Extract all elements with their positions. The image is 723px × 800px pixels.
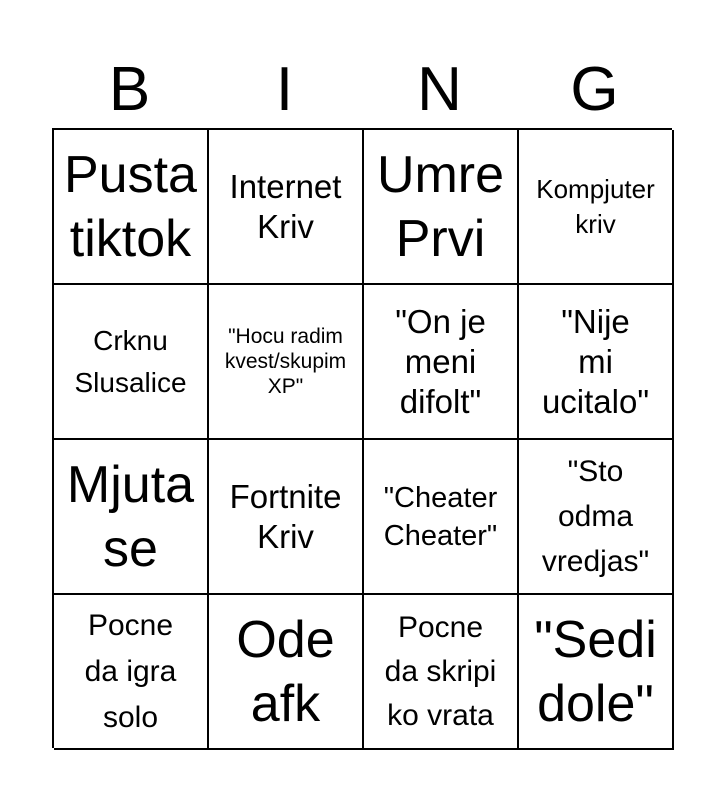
cell-text: Mjuta se [66, 455, 195, 578]
cell-text: "Hocu radim kvest/skupim XP" [224, 325, 347, 398]
cell-text: "Sedi dole" [534, 610, 657, 733]
bingo-cell[interactable] [209, 440, 364, 595]
cell-text: "Nije mi ucitalo" [541, 302, 650, 420]
bingo-header [52, 52, 672, 128]
bingo-cell[interactable] [54, 285, 209, 440]
cell-text: Ode afk [236, 610, 335, 733]
bingo-cell[interactable] [519, 440, 674, 595]
header-letter-g: G [570, 55, 619, 124]
bingo-cell[interactable] [54, 440, 209, 595]
header-letter-n: N [417, 55, 462, 124]
bingo-cell[interactable] [209, 595, 364, 750]
bingo-cell[interactable] [364, 440, 519, 595]
bingo-cell[interactable] [54, 595, 209, 750]
bingo-cell[interactable] [519, 130, 674, 285]
header-letter-b: B [108, 55, 151, 124]
cell-text: Umre Prvi [376, 145, 505, 268]
cell-text: Pusta tiktok [64, 145, 197, 268]
cell-text: "On je meni difolt" [395, 302, 486, 420]
bingo-cell[interactable] [519, 285, 674, 440]
bingo-cell[interactable] [364, 595, 519, 750]
bingo-grid [52, 128, 672, 748]
cell-text: Kompjuter kriv [536, 173, 655, 239]
cell-text: "Cheater Cheater" [383, 481, 498, 552]
cell-text: Internet Kriv [229, 167, 342, 245]
cell-text: Fortnite Kriv [229, 477, 342, 555]
bingo-cell[interactable] [209, 130, 364, 285]
cell-text: Pocne da igra solo [84, 608, 177, 734]
cell-text: Pocne da skripi ko vrata [384, 610, 497, 732]
bingo-cell[interactable] [209, 285, 364, 440]
bingo-cell[interactable] [54, 130, 209, 285]
header-letter-i: I [275, 55, 294, 124]
bingo-cell[interactable] [364, 130, 519, 285]
bingo-cell[interactable] [519, 595, 674, 750]
cell-text: "Sto odma vredjas" [541, 455, 650, 578]
bingo-cell[interactable] [364, 285, 519, 440]
cell-text: Crknu Slusalice [74, 324, 187, 398]
